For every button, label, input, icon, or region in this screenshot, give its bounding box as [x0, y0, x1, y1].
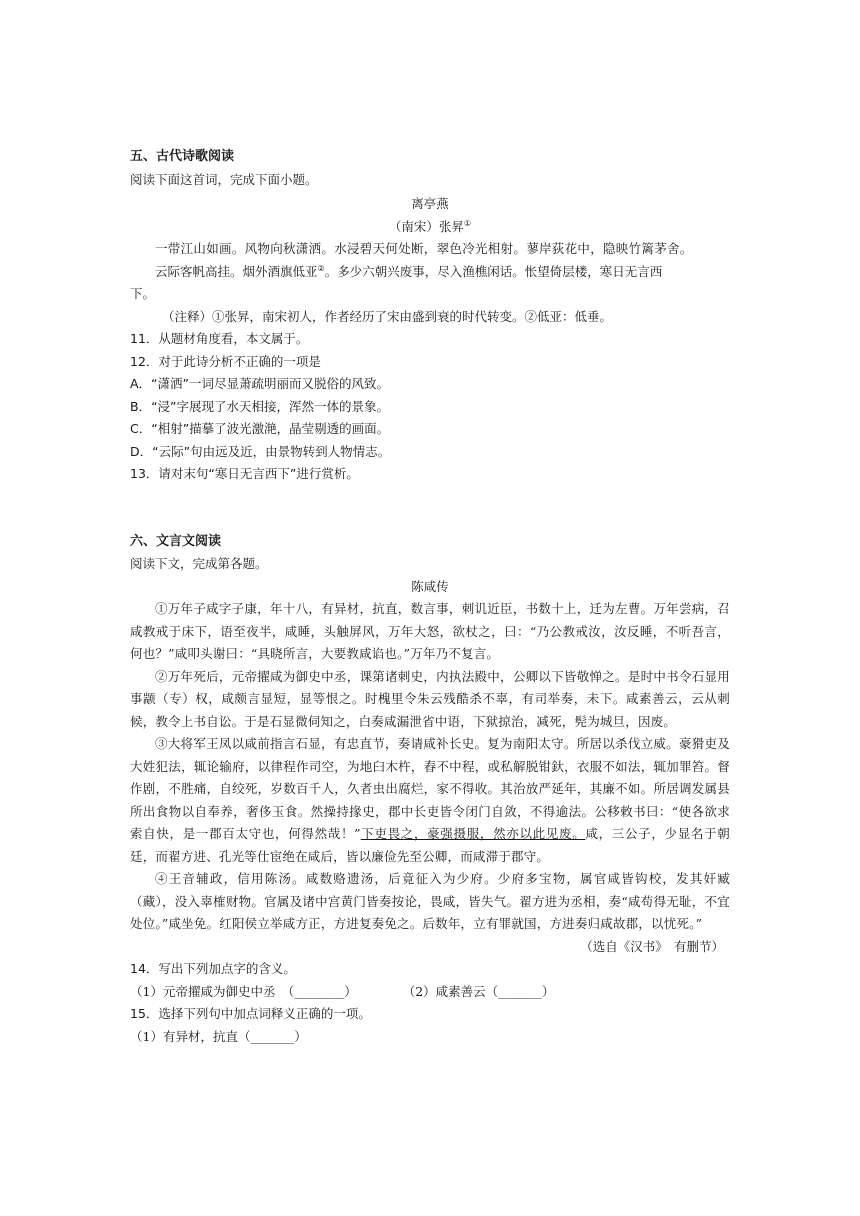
question-14-2: （2）咸素善云（_______） — [402, 983, 555, 999]
paragraph: ③大将军王凤以咸前指言石显，有忠直节，奏请咸补长史。复为南阳太守。所居以杀伐立威。豪猾吏及大姓犯法，辄论输府，以律程作司空，为地臼木杵，舂不中程，或私解脱钳釱，衣服不如法，辄加罪笞。督作剧，不胜痛，自绞死，岁数百千人，久者虫出腐烂，家不得收。其治放严延年，其廉不如。所居调发属县所出食物以自奉养，奢侈玉食。然操持掾史，郡中长吏皆令闭门自敛，不得逾法。公移敕书曰：“使各欲求索自快，是一郡百太守也，何得然哉！”下吏畏之，豪强摄服，然亦以此见废。咸，三公子，少显名于朝廷，而翟方进、孔光等仕宦绝在咸后，皆以廉俭先至公卿，而咸滞于郡守。 — [130, 736, 731, 864]
question-14-1: （1）元帝擢咸为御史中丞 （________） — [130, 983, 357, 999]
option-b: B．“浸”字展现了水天相接，浑然一体的景象。 — [130, 398, 390, 414]
instruction: 阅读下面这首词，完成下面小题。 — [130, 171, 318, 187]
poem-stanza: 一带江山如画。风物向秋潇洒。水浸碧天何处断，翠色冷光相射。蓼岸荻花中，隐映竹篱茅舍。 — [155, 241, 693, 256]
question-15-1: （1）有异材，抗直（_______） — [130, 1028, 307, 1044]
option-d: D．“云际”句由远及近，由景物转到人物情志。 — [130, 443, 391, 459]
section-heading: 五、古代诗歌阅读 — [130, 149, 235, 164]
source-note: （选自《汉书》 有删节） — [580, 938, 724, 954]
poem-author: （南宋）张昇① — [388, 218, 472, 234]
question-14: 14．写出下列加点字的含义。 — [130, 961, 296, 976]
note-mark: ① — [463, 218, 472, 228]
paragraph: ①万年子咸字子康，年十八，有异材，抗直，数言事，刺讥近臣，书数十上，迁为左曹。万年尝病，召咸教戒于床下，语至夜半，咸睡，头触屏风，万年大怒，欲杖之，曰：“乃公教戒汝，汝反睡，不听吾言，何也？”咸叩头谢曰：“具晓所言，大要教咸谄也。”万年乃不复言。 — [130, 601, 730, 661]
underlined-sentence: 下吏畏之，豪强摄服，然亦以此见废。 — [360, 826, 586, 841]
paragraph: ④王音辅政，信用陈汤。咸数赂遗汤，后竟征入为少府。少府多宝物，属官咸皆钩校，发其奸臧（藏），没入辜榷财物。官属及诸中宫黄门皆奏按论，畏咸，皆失气。翟方进为丞相，奏“咸苟得无耻，不宜处位。”咸坐免。红阳侯立举咸方正，方进复奏免之。后数年，立有罪就国，方进奏归咸故郡，以忧死。” — [130, 871, 730, 931]
document-page — [130, 146, 730, 1048]
poem-stanza-end: 下。 — [130, 286, 156, 301]
poem-stanza: 云际客帆高挂。烟外酒旗低亚②。多少六朝兴废事，尽入渔樵闲话。怅望倚层楼，寒日无言西 — [155, 263, 663, 279]
instruction: 阅读下文，完成第各题。 — [130, 556, 268, 571]
poem-title: 离亭燕 — [411, 196, 449, 211]
question-13: 13．请对末句“寒日无言西下”进行赏析。 — [130, 466, 359, 481]
question-12: 12．对于此诗分析不正确的一项是 — [130, 353, 321, 369]
question-14-items — [130, 981, 730, 1004]
option-a: A．“潇洒”一词尽显萧疏明丽而又脱俗的风致。 — [130, 376, 390, 391]
question-11: 11．从题材角度看，本文属于。 — [130, 331, 309, 346]
paragraph: ②万年死后，元帝擢咸为御史中丞，课第诸刺史，内执法殿中，公卿以下皆敬惮之。是时中书令石显用事颛（专）权，咸颇言显短，显等恨之。时槐里令朱云残酷杀不辜，有司举奏，未下。咸素善云，云从刺候，教令上书自讼。于是石显微伺知之，白奏咸漏泄省中语，下狱掠治，减死，髡为城旦，因废。 — [130, 668, 730, 729]
question-15: 15．选择下列句中加点词释义正确的一项。 — [130, 1006, 371, 1021]
poem-note: （注释）①张昇，南宋初人，作者经历了宋由盛到衰的时代转变。②低亚：低垂。 — [162, 308, 613, 324]
text-title: 陈咸传 — [411, 578, 449, 594]
section-heading: 六、文言文阅读 — [130, 533, 222, 549]
option-c: C．“相射”描摹了波光激滟，晶莹剔透的画面。 — [130, 421, 390, 436]
